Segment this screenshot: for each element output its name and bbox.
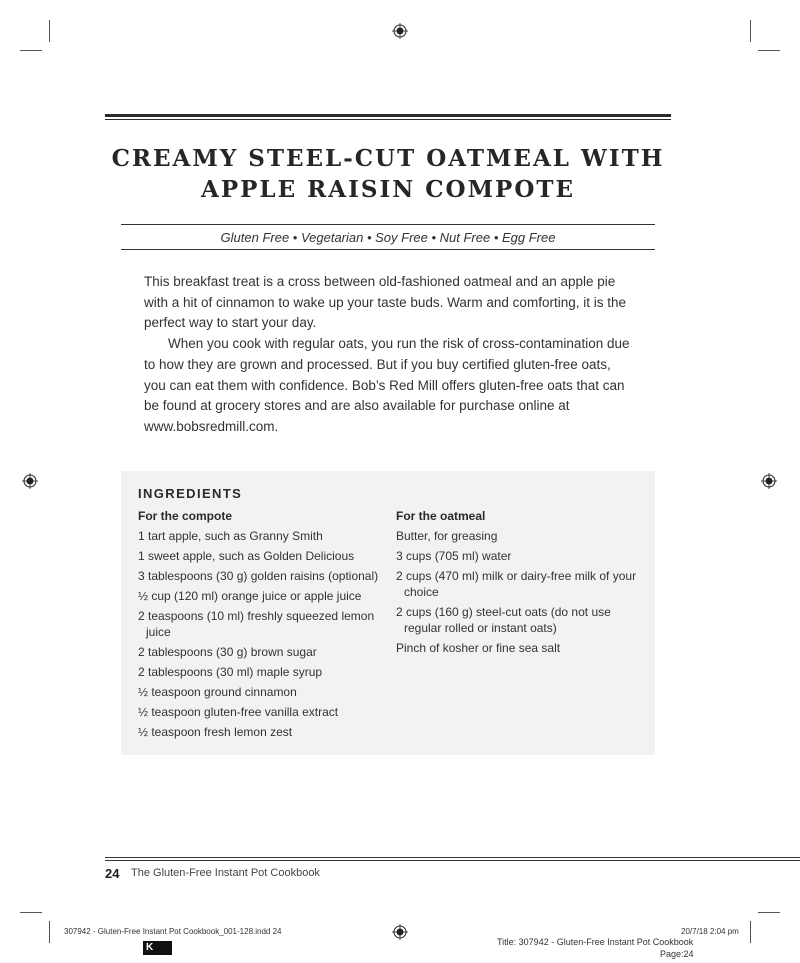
crop-mark [750, 20, 751, 42]
ingredient-item: 2 teaspoons (10 ml) freshly squeezed lemon juice [138, 609, 375, 639]
diet-tagline: Gluten Free • Vegetarian • Soy Free • Nut Free • Egg Free [220, 230, 556, 245]
header-rule [105, 119, 671, 120]
ingredient-item: 1 sweet apple, such as Golden Delicious [138, 549, 355, 563]
footer-rule [105, 860, 800, 861]
crop-mark [49, 921, 50, 943]
recipe-title-line: APPLE RAISIN COMPOTE [200, 176, 576, 203]
compote-column [138, 508, 388, 744]
intro-paragraph: This breakfast treat is a cross between old-fashioned oatmeal and an apple pie with a hit of cinnamon to wake up your taste buds. Warm and comforting, it is the perfect way to start your day. [144, 274, 626, 331]
slug-job-title: Title: 307942 - Gluten-Free Instant Pot Cookbook [497, 937, 694, 947]
slug-file-name: 307942 - Gluten-Free Instant Pot Cookbook_001-128.indd 24 [64, 927, 282, 936]
oatmeal-column [396, 508, 646, 660]
ingredient-item: 2 tablespoons (30 ml) maple syrup [138, 665, 323, 679]
ingredient-item: ½ teaspoon fresh lemon zest [138, 725, 293, 739]
intro-paragraph: When you cook with regular oats, you run the risk of cross-contamination due to how they are grown and processed. But if you buy certified gluten-free oats, you can eat them with confidence. Bob’s Red Mill offers gluten-free oats that can be found at grocery stores and are also available for purchase online at www.bobsredmill.com. [144, 336, 630, 434]
slug-date-time: 20/7/18 2:04 pm [681, 927, 739, 936]
ingredient-item: ½ cup (120 ml) orange juice or apple juice [138, 589, 362, 603]
ingredient-item: 2 tablespoons (30 g) brown sugar [138, 645, 317, 659]
crop-mark [758, 912, 780, 913]
registration-mark-icon [392, 924, 408, 940]
ingredients-heading: INGREDIENTS [138, 486, 243, 501]
crop-mark [49, 20, 50, 42]
ingredient-item: ½ teaspoon gluten-free vanilla extract [138, 705, 339, 719]
oatmeal-list [396, 528, 646, 656]
recipe-title-line: CREAMY STEEL-CUT OATMEAL WITH [111, 145, 665, 172]
ingredient-item: 3 cups (705 ml) water [396, 549, 512, 563]
ingredient-item: Butter, for greasing [396, 529, 498, 543]
crop-mark [758, 50, 780, 51]
tagline-rule [121, 249, 655, 250]
black-plate-label: K [146, 942, 154, 953]
compote-list [138, 528, 388, 740]
page-number: 24 [105, 866, 120, 881]
ingredient-item: ½ teaspoon ground cinnamon [138, 685, 297, 699]
oatmeal-heading: For the oatmeal [396, 509, 486, 523]
ingredient-item: 2 cups (160 g) steel-cut oats (do not use regular rolled or instant oats) [396, 605, 611, 635]
crop-mark [20, 50, 42, 51]
crop-mark [750, 921, 751, 943]
registration-mark-icon [392, 23, 408, 39]
slug-page-label: Page:24 [660, 949, 694, 959]
ingredient-item: 1 tart apple, such as Granny Smith [138, 529, 323, 543]
crop-mark [20, 912, 42, 913]
running-footer-title: The Gluten-Free Instant Pot Cookbook [131, 867, 320, 879]
ingredient-item: 2 cups (470 ml) milk or dairy-free milk of your choice [396, 569, 637, 599]
footer-rule [105, 857, 800, 858]
header-rule [105, 114, 671, 117]
registration-mark-icon [761, 473, 777, 489]
tagline-rule [121, 224, 655, 225]
recipe-title [105, 143, 671, 205]
registration-mark-icon [22, 473, 38, 489]
recipe-intro [144, 272, 634, 438]
ingredient-item: 3 tablespoons (30 g) golden raisins (optional) [138, 569, 379, 583]
compote-heading: For the compote [138, 509, 233, 523]
ingredient-item: Pinch of kosher or fine sea salt [396, 641, 561, 655]
